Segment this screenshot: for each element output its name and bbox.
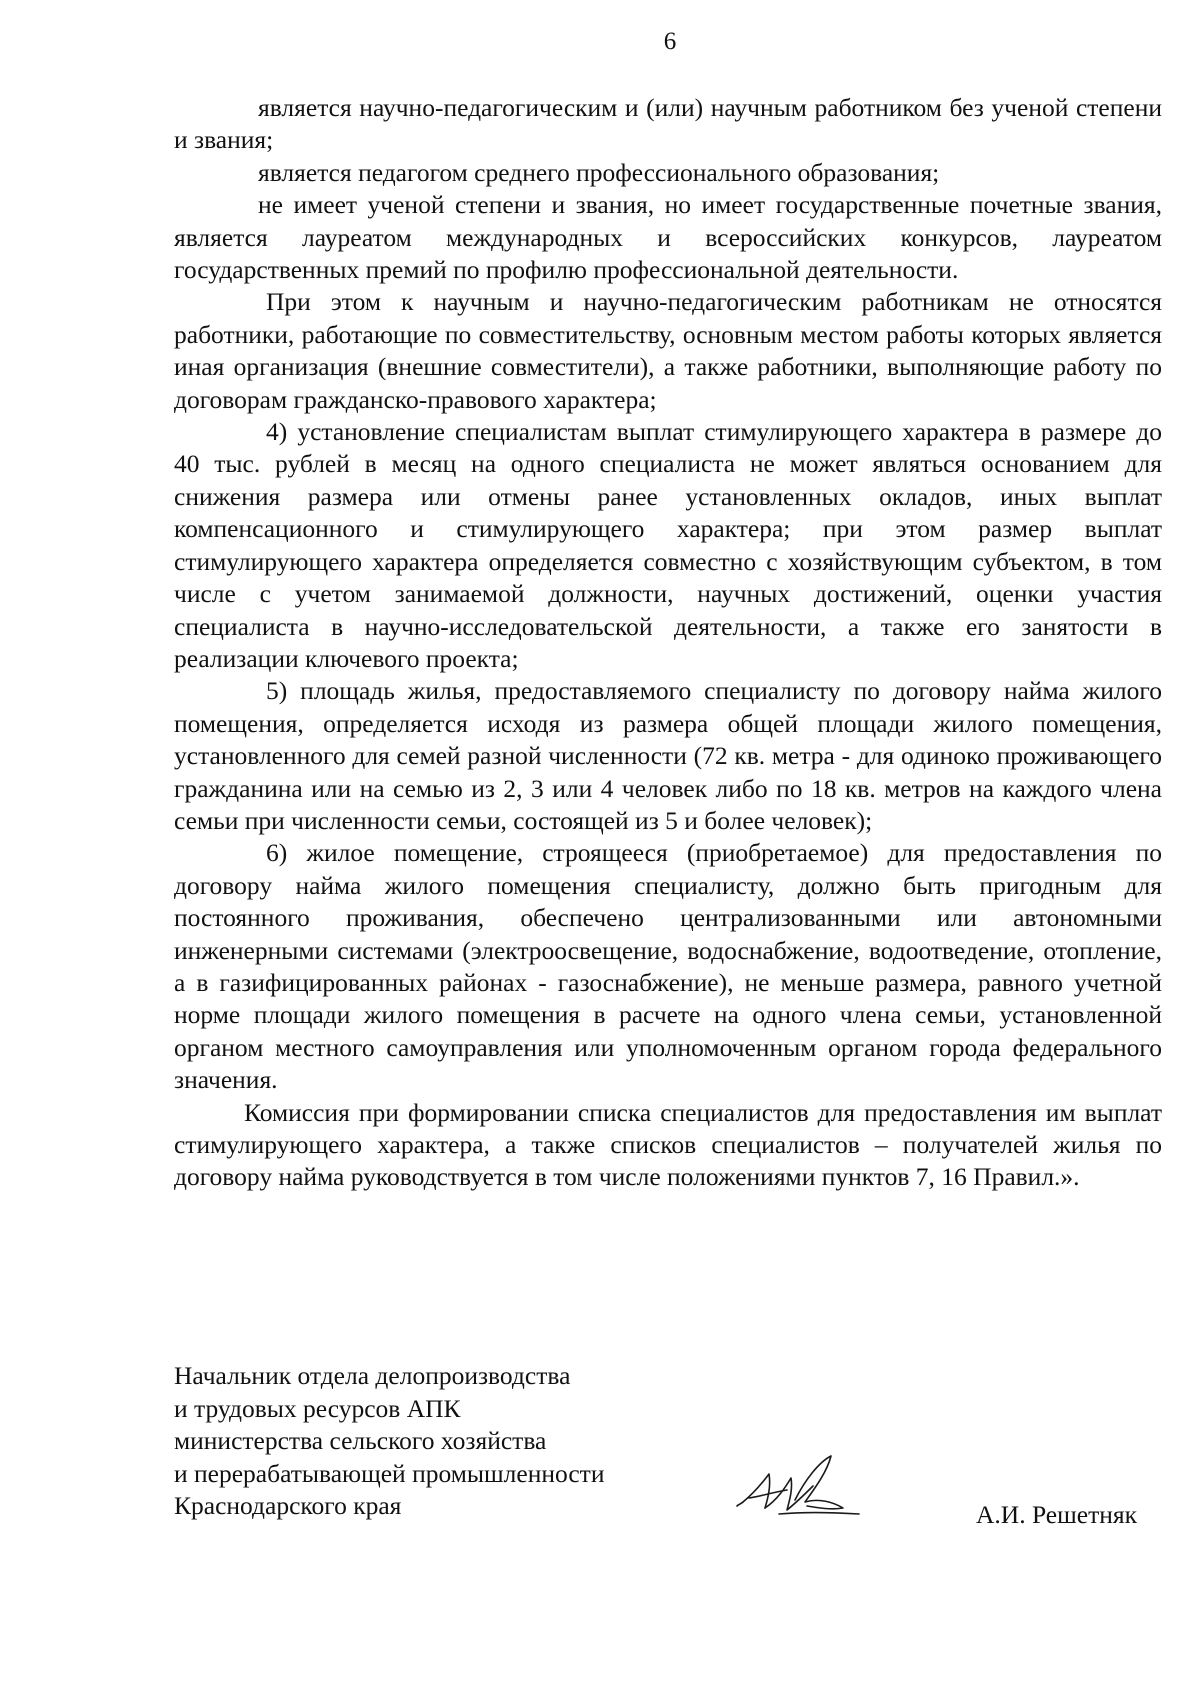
paragraph-item-4: 4) установление специалистам выплат стимулирующего характера в размере до 40 тыс. рублей в месяц на одного специалиста не может являться основанием для снижения размера или отмены ранее установленных окладов, иных выплат компенсационного и стимулирующего характера; при этом размер выплат стимулирующего характера определяется совместно с хозяйствующим субъектом, в том числе с учетом занимаемой должности, научных достижений, оценки участия специалиста в научно-исследовательской деятельности, а также его занятости в реализации ключевого проекта;	[174, 417, 1162, 673]
signer-name: А.И. Решетняк	[976, 1500, 1137, 1529]
paragraph-item-6: 6) жилое помещение, строящееся (приобретаемое) для предоставления по договору найма жилого помещения специалисту, должно быть пригодным для постоянного проживания, обеспечено централизованными или автономными инженерными системами (электроосвещение, водоснабжение, водоотведение, отопление, а в газифицированных районах - газоснабжение), не меньше размера, равного учетной норме площади жилого помещения в расчете на одного члена семьи, установленной органом местного самоуправления или уполномоченным органом города федерального значения.	[174, 838, 1162, 1095]
paragraph-2: является педагогом среднего профессионального образования;	[258, 157, 940, 187]
signatory-line: министерства сельского хозяйства	[174, 1426, 547, 1456]
paragraph-4: При этом к научным и научно-педагогическим работникам не относятся работники, работающие по совместительству, основным местом работы которых является иная организация (внешние совместители), а также работники, выполняющие работу по договорам гражданско-правового характера;	[174, 287, 1162, 414]
handwritten-signature-icon	[735, 1452, 865, 1532]
signatory-line: Краснодарского края	[174, 1491, 402, 1521]
paragraph-1: является научно-педагогическим и (или) научным работником без ученой степени и звания;	[174, 93, 1162, 155]
page-number: 6	[663, 28, 677, 55]
signatory-line: и перерабатывающей промышленности	[174, 1458, 605, 1488]
paragraph-commission: Комиссия при формировании списка специалистов для предоставления им выплат стимулирующего характера, а также списков специалистов – получателей жилья по договору найма руководствуется в том числе положениями пунктов 7, 16 Правил.».	[174, 1097, 1162, 1192]
signatory-line: Начальник отдела делопроизводства	[174, 1361, 571, 1390]
document-body	[174, 92, 1162, 1194]
signatory-line: и трудовых ресурсов АПК	[174, 1393, 461, 1423]
paragraph-3: не имеет ученой степени и звания, но имеет государственные почетные звания, является лауреатом международных и всероссийских конкурсов, лауреатом государственных премий по профилю профессиональной деятельности.	[174, 190, 1162, 285]
paragraph-item-5: 5) площадь жилья, предоставляемого специалисту по договору найма жилого помещения, определяется исходя из размера общей площади жилого помещения, установленного для семей разной численности (72 кв. метра - для одиноко проживающего гражданина или на семью из 2, 3 или 4 человек либо по 18 кв. метров на каждого члена семьи при численности семьи, состоящей из 5 и более человек);	[174, 676, 1162, 835]
signatory-block	[174, 1360, 734, 1523]
